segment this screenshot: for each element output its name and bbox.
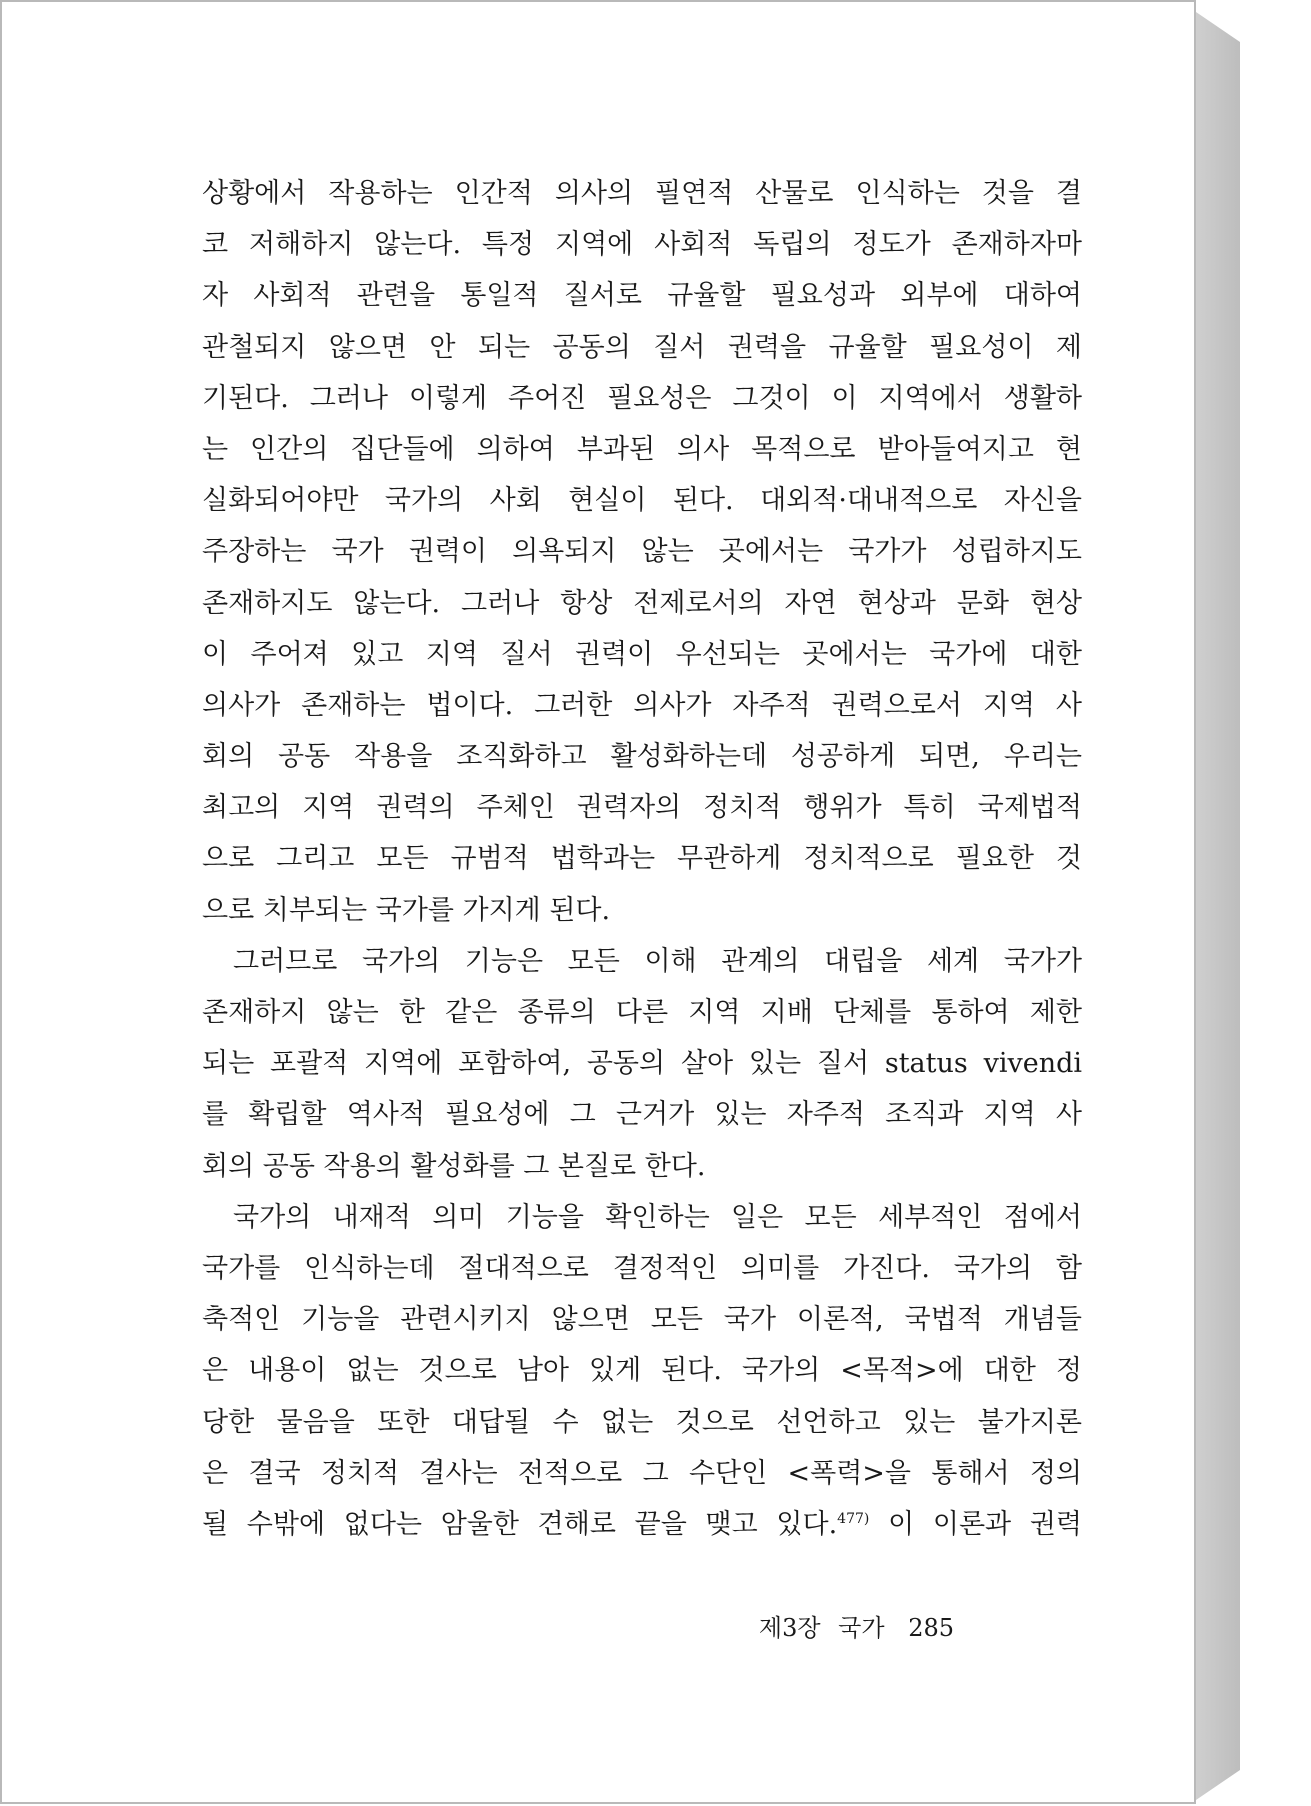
- text-line: 그러므로 국가의 기능은 모든 이해 관계의 대립을 세계 국가가: [233, 945, 1082, 977]
- paragraph-1: [202, 168, 1082, 936]
- text-line: 당한 물음을 또한 대답될 수 없는 것으로 선언하고 있는 불가지론: [202, 1406, 1082, 1438]
- text-line: 국가를 인식하는데 절대적으로 결정적인 의미를 가진다. 국가의 함: [202, 1252, 1082, 1284]
- text-line: 주장하는 국가 권력이 의욕되지 않는 곳에서는 국가가 성립하지도: [202, 536, 1082, 568]
- text-line: 이 주어져 있고 지역 질서 권력이 우선되는 곳에서는 국가에 대한: [202, 638, 1082, 670]
- text-line-with-footnote: [202, 1499, 1082, 1550]
- text-segment: 이 이론과 권력: [869, 1508, 1083, 1540]
- text-segment: 될 수밖에 없다는 암울한 견해로 끝을 맺고 있다.: [202, 1508, 838, 1540]
- text-line: 은 결국 정치적 결사는 전적으로 그 수단인 <폭력>을 통해서 정의: [202, 1457, 1082, 1489]
- text-line: 기된다. 그러나 이렇게 주어진 필요성은 그것이 이 지역에서 생활하: [202, 382, 1082, 414]
- text-line: 를 확립할 역사적 필요성에 그 근거가 있는 자주적 조직과 지역 사: [202, 1099, 1082, 1131]
- text-line: 회의 공동 작용을 조직화하고 활성화하는데 성공하게 되면, 우리는: [202, 741, 1082, 773]
- chapter-label: 제3장: [758, 1614, 821, 1642]
- text-line: 관철되지 않으면 안 되는 공동의 질서 권력을 규율할 필요성이 제: [202, 331, 1082, 363]
- text-line: 국가의 내재적 의미 기능을 확인하는 일은 모든 세부적인 점에서: [233, 1201, 1082, 1233]
- page-number: 285: [908, 1614, 954, 1642]
- text-line: 은 내용이 없는 것으로 남아 있게 된다. 국가의 <목적>에 대한 정: [202, 1355, 1082, 1387]
- text-line: 회의 공동 작용의 활성화를 그 본질로 한다.: [202, 1150, 706, 1182]
- text-line: 자 사회적 관련을 통일적 질서로 규율할 필요성과 외부에 대하여: [202, 280, 1082, 312]
- text-line: 으로 그리고 모든 규범적 법학과는 무관하게 정치적으로 필요한 것: [202, 843, 1082, 875]
- text-line: 의사가 존재하는 법이다. 그러한 의사가 자주적 권력으로서 지역 사: [202, 689, 1082, 721]
- text-line: 으로 치부되는 국가를 가지게 된다.: [202, 894, 611, 926]
- paragraph-3: [202, 1192, 1082, 1550]
- text-line: 존재하지 않는 한 같은 종류의 다른 지역 지배 단체를 통하여 제한: [202, 997, 1082, 1028]
- paragraph-2: [202, 936, 1082, 1192]
- text-line: 존재하지도 않는다. 그러나 항상 전제로서의 자연 현상과 문화 현상: [202, 587, 1082, 619]
- text-line: 코 저해하지 않는다. 특정 지역에 사회적 독립의 정도가 존재하자마: [202, 229, 1082, 261]
- text-line: 되는 포괄적 지역에 포함하여, 공동의 살아 있는 질서 status vivendi: [202, 1048, 1082, 1080]
- section-label: 국가: [838, 1614, 885, 1642]
- body-text: [202, 168, 1082, 1550]
- text-line: 축적인 기능을 관련시키지 않으면 모든 국가 이론적, 국법적 개념들: [202, 1304, 1082, 1336]
- page-footer: [759, 1608, 954, 1643]
- text-line: 최고의 지역 권력의 주체인 권력자의 정치적 행위가 특히 국제법적: [202, 792, 1082, 824]
- text-line: 는 인간의 집단들에 의하여 부과된 의사 목적으로 받아들여지고 현: [202, 433, 1082, 465]
- page-edge-shadow: [1196, 12, 1240, 1800]
- text-line: 실화되어야만 국가의 사회 현실이 된다. 대외적·대내적으로 자신을: [202, 485, 1082, 517]
- text-line: 상황에서 작용하는 인간적 의사의 필연적 산물로 인식하는 것을 결: [202, 178, 1082, 209]
- footnote-reference[interactable]: 477): [837, 1510, 870, 1527]
